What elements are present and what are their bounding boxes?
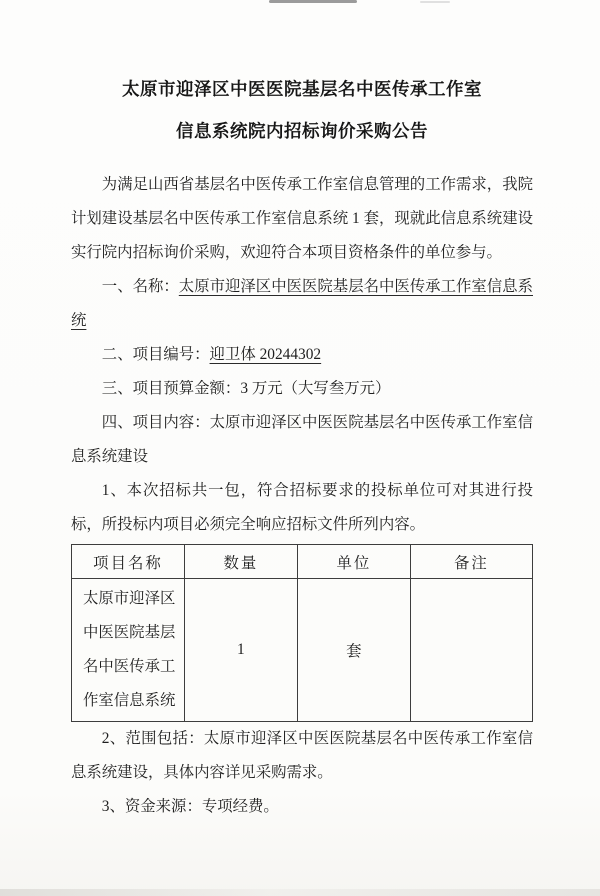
item-project-name-label: 一、名称：	[101, 278, 179, 295]
item-project-number	[71, 338, 533, 372]
table-cell-unit: 套	[297, 579, 410, 722]
table-cell-quantity: 1	[184, 579, 297, 722]
scan-artifact-smudge-faint	[420, 1, 450, 3]
clause-3: 3、资金来源：专项经费。	[101, 798, 279, 815]
item-project-name	[71, 270, 533, 338]
item-budget	[71, 372, 533, 406]
table-header-remark: 备注	[410, 545, 532, 579]
table-cell-remark	[410, 579, 532, 722]
item-project-number-label: 二、项目编号：	[101, 346, 210, 363]
item-project-number-value: 迎卫体 20244302	[209, 346, 322, 363]
scan-bottom-shade	[0, 889, 600, 896]
table-row	[72, 579, 533, 722]
procurement-items-table	[71, 544, 533, 722]
document-title-line-1: 太原市迎泽区中医医院基层名中医传承工作室	[122, 79, 482, 99]
item-content	[71, 406, 533, 474]
item-project-name-value: 太原市迎泽区中医医院基层名中医传承工作室信息系统	[71, 278, 533, 329]
item-content-value: 太原市迎泽区中医医院基层名中医传承工作室信息系统建设	[71, 414, 533, 465]
document-title	[71, 68, 533, 152]
item-budget-label: 三、项目预算金额：	[101, 380, 241, 397]
item-budget-value: 3 万元（大写叁万元）	[240, 380, 391, 397]
table-cell-project-name: 太原市迎泽区中医医院基层名中医传承工作室信息系统	[72, 579, 185, 722]
scan-artifact-smudge	[269, 0, 357, 3]
clause-2: 2、范围包括：太原市迎泽区中医医院基层名中医传承工作室信息系统建设，具体内容详见采购需求。	[71, 730, 533, 781]
table-header-project-name: 项目名称	[72, 545, 185, 579]
document-title-line-2: 信息系统院内招标询价采购公告	[176, 121, 428, 141]
table-header-row	[72, 545, 533, 579]
intro-paragraph: 为满足山西省基层名中医传承工作室信息管理的工作需求，我院计划建设基层名中医传承工作室信息系统 1 套，现就此信息系统建设实行院内招标询价采购，欢迎符合本项目资格条件的单位参与。	[71, 176, 533, 261]
document-content	[71, 68, 533, 824]
item-content-label: 四、项目内容：	[101, 414, 210, 431]
table-header-unit: 单位	[297, 545, 410, 579]
table-header-quantity: 数量	[184, 545, 297, 579]
clause-1: 1、本次招标共一包，符合招标要求的投标单位可对其进行投标，所投标内项目必须完全响应招标文件所列内容。	[71, 482, 533, 533]
